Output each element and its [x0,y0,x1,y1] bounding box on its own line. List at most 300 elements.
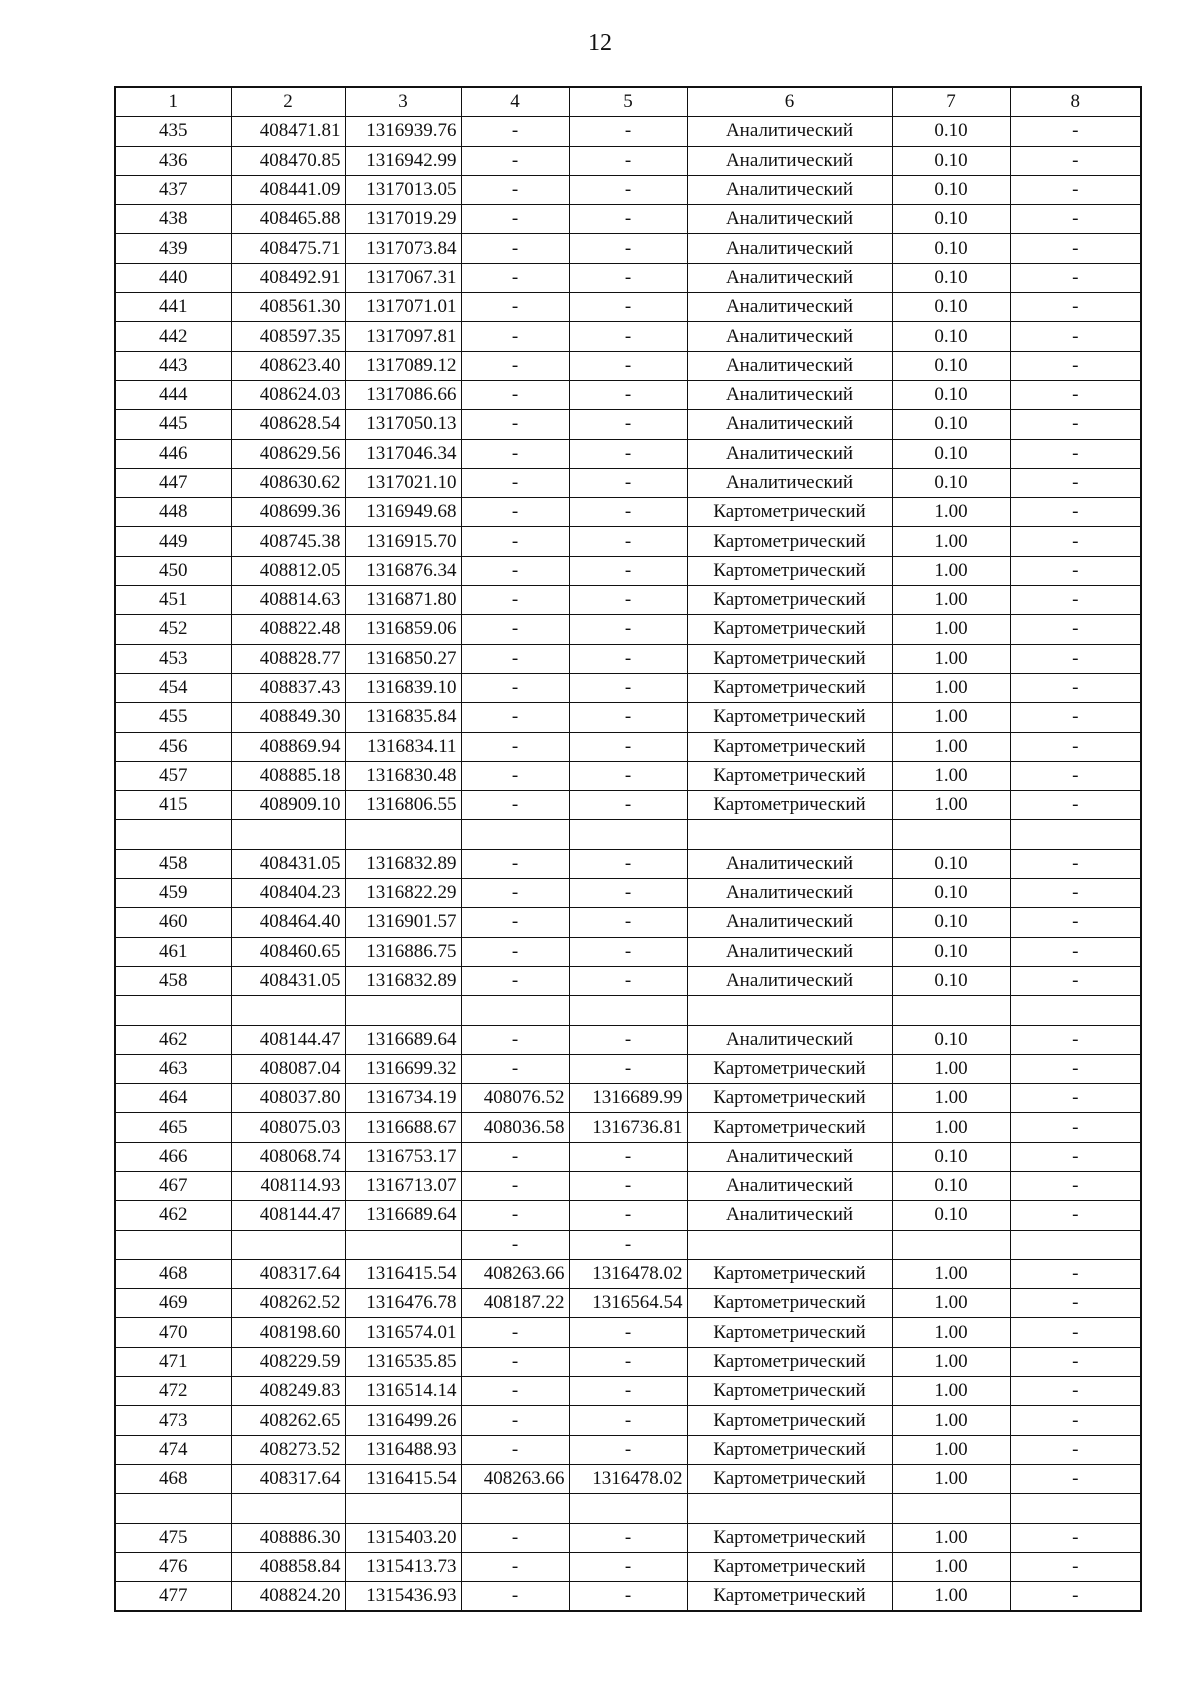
table-cell [345,1494,461,1523]
table-cell: 458 [115,966,231,995]
table-cell: 1316689.64 [345,1025,461,1054]
table-cell: 408144.47 [231,1025,345,1054]
header-row [115,87,1141,117]
table-cell: 0.10 [892,175,1010,204]
table-cell: 465 [115,1113,231,1142]
table-cell: Аналитический [687,879,892,908]
table-cell: - [569,1171,687,1200]
table-cell: 408812.05 [231,556,345,585]
table-cell: - [461,586,569,615]
table-cell: Картометрический [687,703,892,732]
table-cell: - [569,498,687,527]
table-cell: - [569,117,687,146]
table-cell: 1316478.02 [569,1464,687,1493]
table-cell: 408404.23 [231,879,345,908]
table-cell: 1.00 [892,586,1010,615]
table-cell: 1316499.26 [345,1406,461,1435]
table-cell: 415 [115,791,231,820]
table-cell [687,1494,892,1523]
table-cell: 1316949.68 [345,498,461,527]
table-row [115,234,1141,263]
table-cell: - [569,1318,687,1347]
table-cell: 1317050.13 [345,410,461,439]
table-cell: Аналитический [687,380,892,409]
table-cell: Картометрический [687,1552,892,1581]
table-row [115,117,1141,146]
table-cell: 440 [115,263,231,292]
table-cell: 472 [115,1377,231,1406]
table-cell [1010,1230,1141,1259]
table-cell: 408628.54 [231,410,345,439]
table-cell: 408037.80 [231,1084,345,1113]
table-cell: - [569,966,687,995]
table-cell: Аналитический [687,1142,892,1171]
table-cell: - [461,556,569,585]
table-cell: 0.10 [892,205,1010,234]
table-cell: - [569,556,687,585]
table-cell: 466 [115,1142,231,1171]
table-cell: 450 [115,556,231,585]
table-cell: Аналитический [687,205,892,234]
table-cell [892,820,1010,849]
table-cell: 408814.63 [231,586,345,615]
table-row [115,1259,1141,1288]
table-cell: - [569,527,687,556]
table-cell: 456 [115,732,231,761]
table-cell [687,996,892,1025]
table-cell: 468 [115,1464,231,1493]
table-cell: - [461,205,569,234]
table-cell: Аналитический [687,908,892,937]
table-cell: Аналитический [687,146,892,175]
table-cell: - [569,879,687,908]
table-cell: 1.00 [892,1259,1010,1288]
table-cell: - [569,410,687,439]
table-cell: - [461,937,569,966]
table-cell: Аналитический [687,117,892,146]
table-cell: - [1010,1142,1141,1171]
table-cell: 463 [115,1054,231,1083]
table-row [115,849,1141,878]
column-header: 3 [345,87,461,117]
table-cell: - [1010,439,1141,468]
table-cell: 1316476.78 [345,1289,461,1318]
table-cell: 1.00 [892,527,1010,556]
table-cell: - [1010,1377,1141,1406]
table-cell: Картометрический [687,732,892,761]
table-cell: 408262.52 [231,1289,345,1318]
table-cell: 408623.40 [231,351,345,380]
table-cell: 408822.48 [231,615,345,644]
table-cell: 408460.65 [231,937,345,966]
table-header [115,87,1141,117]
table-cell: - [1010,703,1141,732]
table-cell: - [1010,1201,1141,1230]
table-row [115,879,1141,908]
table-cell: - [1010,732,1141,761]
table-row [115,556,1141,585]
table-cell [1010,1494,1141,1523]
table-cell: 408699.36 [231,498,345,527]
table-cell: - [1010,586,1141,615]
table-cell: 1317086.66 [345,380,461,409]
table-cell: - [461,234,569,263]
table-cell: 1.00 [892,673,1010,702]
table-cell: 473 [115,1406,231,1435]
table-cell: 1316901.57 [345,908,461,937]
table-row [115,1054,1141,1083]
table-cell: Картометрический [687,1084,892,1113]
table-cell: 408630.62 [231,468,345,497]
table-cell: - [569,1142,687,1171]
table-cell: - [1010,644,1141,673]
table-cell: 1317013.05 [345,175,461,204]
table-cell: - [461,439,569,468]
table-cell: - [1010,468,1141,497]
table-cell: - [569,937,687,966]
table-cell: Картометрический [687,761,892,790]
table-cell: 408262.65 [231,1406,345,1435]
table-cell: - [461,966,569,995]
table-cell: - [569,1406,687,1435]
table-cell: 464 [115,1084,231,1113]
table-cell: Картометрический [687,556,892,585]
table-cell: 408263.66 [461,1259,569,1288]
table-cell: Картометрический [687,1435,892,1464]
table-cell: - [461,673,569,702]
table-cell: - [569,1582,687,1612]
table-cell: 1.00 [892,1054,1010,1083]
table-cell: - [1010,1171,1141,1200]
table-cell: 1.00 [892,791,1010,820]
table-cell: Картометрический [687,615,892,644]
table-row [115,410,1141,439]
table-cell: 1316753.17 [345,1142,461,1171]
table-cell: 408187.22 [461,1289,569,1318]
table-cell: 408263.66 [461,1464,569,1493]
table-cell: 1.00 [892,615,1010,644]
table-cell: - [461,117,569,146]
table-cell: - [569,1552,687,1581]
table-row [115,1084,1141,1113]
table-cell: 408068.74 [231,1142,345,1171]
table-cell: 1316939.76 [345,117,461,146]
table-cell: 1317097.81 [345,322,461,351]
table-cell: 408317.64 [231,1259,345,1288]
table-cell: - [569,234,687,263]
table-cell: 1316832.89 [345,849,461,878]
table-row [115,673,1141,702]
table-cell: Аналитический [687,1025,892,1054]
table-row [115,703,1141,732]
table-cell: 0.10 [892,849,1010,878]
table-cell: - [569,146,687,175]
table-row [115,1318,1141,1347]
table-cell: - [569,1230,687,1259]
table-cell: - [1010,1347,1141,1376]
table-cell: 1.00 [892,1464,1010,1493]
table-cell: 408465.88 [231,205,345,234]
table-cell: 462 [115,1025,231,1054]
table-cell: Аналитический [687,234,892,263]
table-cell: 0.10 [892,293,1010,322]
table-cell: - [1010,791,1141,820]
column-header: 5 [569,87,687,117]
table-cell: 443 [115,351,231,380]
table-cell: 408869.94 [231,732,345,761]
table-cell [569,820,687,849]
table-cell: 0.10 [892,1171,1010,1200]
table-cell: 1316736.81 [569,1113,687,1142]
table-cell: 0.10 [892,439,1010,468]
table-cell: 1317071.01 [345,293,461,322]
table-cell: - [461,1552,569,1581]
table-cell: 436 [115,146,231,175]
table-cell: - [461,146,569,175]
table-cell: 1315413.73 [345,1552,461,1581]
table-cell: Аналитический [687,322,892,351]
table-cell: 408885.18 [231,761,345,790]
table-cell: - [461,1582,569,1612]
table-cell: 408076.52 [461,1084,569,1113]
table-row [115,1347,1141,1376]
table-cell: - [569,380,687,409]
table-cell: - [461,1347,569,1376]
table-cell: - [461,615,569,644]
table-cell: Картометрический [687,1113,892,1142]
table-cell: - [461,1025,569,1054]
table-cell: 1316806.55 [345,791,461,820]
table-cell: 462 [115,1201,231,1230]
table-cell: Картометрический [687,1406,892,1435]
table-row [115,1113,1141,1142]
table-cell: 1.00 [892,1113,1010,1142]
table-cell: - [461,879,569,908]
table-cell: 408317.64 [231,1464,345,1493]
table-cell: 1316859.06 [345,615,461,644]
table-row [115,586,1141,615]
table-cell: 460 [115,908,231,937]
table-cell [1010,820,1141,849]
table-cell: 457 [115,761,231,790]
table-cell: - [569,791,687,820]
table-cell: - [1010,1025,1141,1054]
table-cell: - [1010,146,1141,175]
table-cell: 408837.43 [231,673,345,702]
table-cell [892,996,1010,1025]
table-cell: - [461,1054,569,1083]
table-cell [687,820,892,849]
table-cell [687,1230,892,1259]
table-cell: - [569,644,687,673]
table-cell: 1316942.99 [345,146,461,175]
page-number: 12 [588,30,612,56]
table-cell: - [569,205,687,234]
column-header: 1 [115,87,231,117]
table-cell: 408036.58 [461,1113,569,1142]
table-cell: - [1010,1523,1141,1552]
table-cell: - [1010,1318,1141,1347]
table-cell: - [1010,1259,1141,1288]
table-row [115,527,1141,556]
table-cell: - [1010,117,1141,146]
table-cell: 0.10 [892,1025,1010,1054]
table-cell: 435 [115,117,231,146]
table-cell: 1.00 [892,1406,1010,1435]
table-cell: 461 [115,937,231,966]
table-cell: - [1010,879,1141,908]
table-cell: 0.10 [892,410,1010,439]
table-cell: 1316488.93 [345,1435,461,1464]
table-cell: Аналитический [687,263,892,292]
table-row [115,146,1141,175]
table-cell: - [1010,527,1141,556]
table-cell: - [1010,615,1141,644]
table-cell: 408431.05 [231,849,345,878]
table-cell: 452 [115,615,231,644]
table-cell [231,996,345,1025]
table-cell: Картометрический [687,1377,892,1406]
table-row [115,1494,1141,1523]
table-row [115,761,1141,790]
table-cell: - [1010,175,1141,204]
table-cell: 0.10 [892,380,1010,409]
table-cell: - [461,527,569,556]
table-cell: 451 [115,586,231,615]
table-cell: 408464.40 [231,908,345,937]
table-cell: - [461,1171,569,1200]
column-header: 2 [231,87,345,117]
table-cell: 408849.30 [231,703,345,732]
table-cell: Аналитический [687,410,892,439]
table-cell: Картометрический [687,1318,892,1347]
table-cell: - [1010,761,1141,790]
table-cell: 458 [115,849,231,878]
table-row [115,1552,1141,1581]
table-cell: 476 [115,1552,231,1581]
table-cell: - [1010,322,1141,351]
table-cell: - [1010,1552,1141,1581]
table-cell: - [569,1054,687,1083]
column-header: 8 [1010,87,1141,117]
table-row [115,322,1141,351]
table-cell: 1316835.84 [345,703,461,732]
table-cell: - [1010,937,1141,966]
table-cell: - [569,1435,687,1464]
table-cell: 1316699.32 [345,1054,461,1083]
table-cell: Аналитический [687,937,892,966]
table-cell: 0.10 [892,263,1010,292]
table-cell: 408114.93 [231,1171,345,1200]
table-cell: 1317089.12 [345,351,461,380]
table-row [115,498,1141,527]
table-cell: - [1010,849,1141,878]
table-cell: - [569,673,687,702]
table-cell: - [461,351,569,380]
table-cell: 468 [115,1259,231,1288]
table-cell: - [1010,1054,1141,1083]
table-row [115,1377,1141,1406]
table-cell: - [1010,263,1141,292]
table-cell: 1316886.75 [345,937,461,966]
table-cell: 1316535.85 [345,1347,461,1376]
table-row [115,1406,1141,1435]
table-cell: 408087.04 [231,1054,345,1083]
table-row [115,175,1141,204]
table-cell: 470 [115,1318,231,1347]
table-cell: 408144.47 [231,1201,345,1230]
table-cell [115,996,231,1025]
table-cell: - [1010,1289,1141,1318]
table-cell: 1.00 [892,761,1010,790]
table-cell: 445 [115,410,231,439]
table-cell: 454 [115,673,231,702]
table-cell [569,996,687,1025]
table-cell: 1.00 [892,1377,1010,1406]
table-cell [1010,996,1141,1025]
table-cell: - [569,1523,687,1552]
table-cell: 408886.30 [231,1523,345,1552]
table-cell: - [461,322,569,351]
table-row [115,351,1141,380]
table-row [115,205,1141,234]
table-cell: 408273.52 [231,1435,345,1464]
table-cell: - [461,1318,569,1347]
table-cell [345,820,461,849]
table-cell: - [569,1377,687,1406]
table-cell: 1316689.99 [569,1084,687,1113]
table-cell [345,996,461,1025]
table-cell: Картометрический [687,586,892,615]
table-cell: - [461,175,569,204]
table-cell: 467 [115,1171,231,1200]
table-cell: 408229.59 [231,1347,345,1376]
table-cell: 1316876.34 [345,556,461,585]
table-cell: 1.00 [892,1435,1010,1464]
table-cell: 1.00 [892,1347,1010,1376]
table-cell: 1316415.54 [345,1464,461,1493]
table-cell: - [1010,908,1141,937]
table-cell: 0.10 [892,908,1010,937]
table-cell: - [461,791,569,820]
table-cell: 1316688.67 [345,1113,461,1142]
table-row [115,1464,1141,1493]
table-cell: Картометрический [687,1259,892,1288]
table-row [115,1142,1141,1171]
table-cell: 408075.03 [231,1113,345,1142]
table-cell: 408492.91 [231,263,345,292]
table-cell [345,1230,461,1259]
table-cell: 408909.10 [231,791,345,820]
table-cell [461,996,569,1025]
table-cell: - [461,1142,569,1171]
table-cell: 408624.03 [231,380,345,409]
table-cell: Аналитический [687,293,892,322]
table-cell: 408828.77 [231,644,345,673]
table-cell: - [1010,1406,1141,1435]
table-cell [231,820,345,849]
table-cell: - [569,1347,687,1376]
table-row [115,380,1141,409]
table-cell: 408431.05 [231,966,345,995]
table-cell: 459 [115,879,231,908]
table-cell: - [569,1201,687,1230]
table-cell [892,1494,1010,1523]
table-cell: 408745.38 [231,527,345,556]
table-cell: 1316564.54 [569,1289,687,1318]
table-cell: - [1010,556,1141,585]
table-row [115,644,1141,673]
